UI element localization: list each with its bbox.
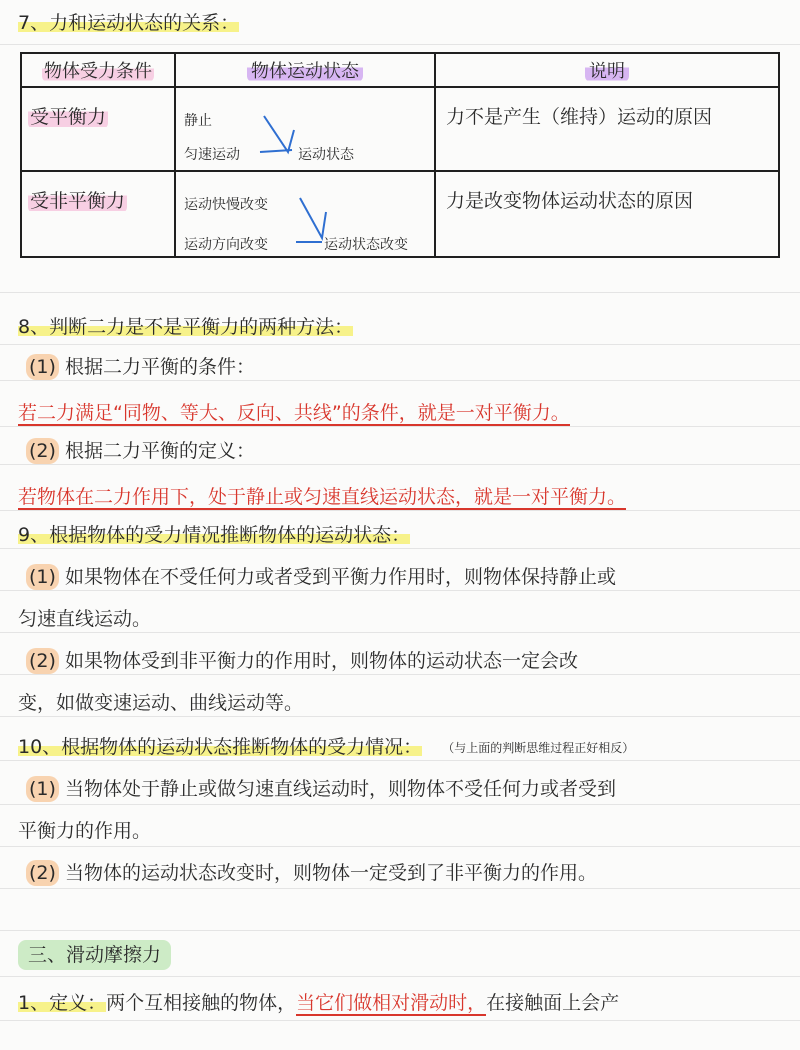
section8-heading: 8、判断二力是不是平衡力的两种方法： [18,316,354,338]
section8-method1-text: 若二力满足“同物、等大、反向、共线”的条件，就是一对平衡力。 [18,402,570,424]
section8-method2: (2) 根据二力平衡的定义： [26,438,255,464]
table-row [21,171,779,257]
header-motion-state: 物体运动状态 [175,53,435,87]
section8-method1: (1) 根据二力平衡的条件： [26,354,255,380]
section9-point1: (1) 如果物体在不受任何力或者受到平衡力作用时，则物体保持静止或 [26,564,616,590]
cell-condition: 受平衡力 [21,87,175,171]
cell-motion-states: 运动快慢改变 运动方向改变 运动状态改变 [175,171,435,257]
section10-point1: (1) 当物体处于静止或做匀速直线运动时，则物体不受任何力或者受到 [26,776,616,802]
table-header-row [21,53,779,87]
section10-point1-cont: 平衡力的作用。 [18,820,152,842]
cell-explanation: 力是改变物体运动状态的原因 [435,171,779,257]
cell-motion-states: 静止 匀速运动 运动状态 [175,87,435,171]
force-motion-table [20,52,780,258]
section10-note: （与上面的判断思维过程正好相反） [442,740,635,755]
section8-method2-text: 若物体在二力作用下，处于静止或匀速直线运动状态，就是一对平衡力。 [18,486,627,508]
section9-point2: (2) 如果物体受到非平衡力的作用时，则物体的运动状态一定会改 [26,648,578,674]
header-condition: 物体受力条件 [21,53,175,87]
section7-heading: 7、力和运动状态的关系： [18,12,240,34]
section9-point2-cont: 变，如做变速运动、曲线运动等。 [18,692,304,714]
section9-point1-cont: 匀速直线运动。 [18,608,152,630]
cell-explanation: 力不是产生（维持）运动的原因 [435,87,779,171]
table-row [21,87,779,171]
section10-point2: (2) 当物体的运动状态改变时，则物体一定受到了非平衡力的作用。 [26,860,597,886]
section3-heading: 三、滑动摩擦力 [18,940,171,970]
header-explanation: 说明 [435,53,779,87]
section3-definition: 1、定义：两个互相接触的物体，当它们做相对滑动时，在接触面上会产 [18,992,620,1014]
cell-condition: 受非平衡力 [21,171,175,257]
section10-heading: 10、根据物体的运动状态推断物体的受力情况： （与上面的判断思维过程正好相反） [18,736,635,758]
section9-heading: 9、根据物体的受力情况推断物体的运动状态： [18,524,411,546]
